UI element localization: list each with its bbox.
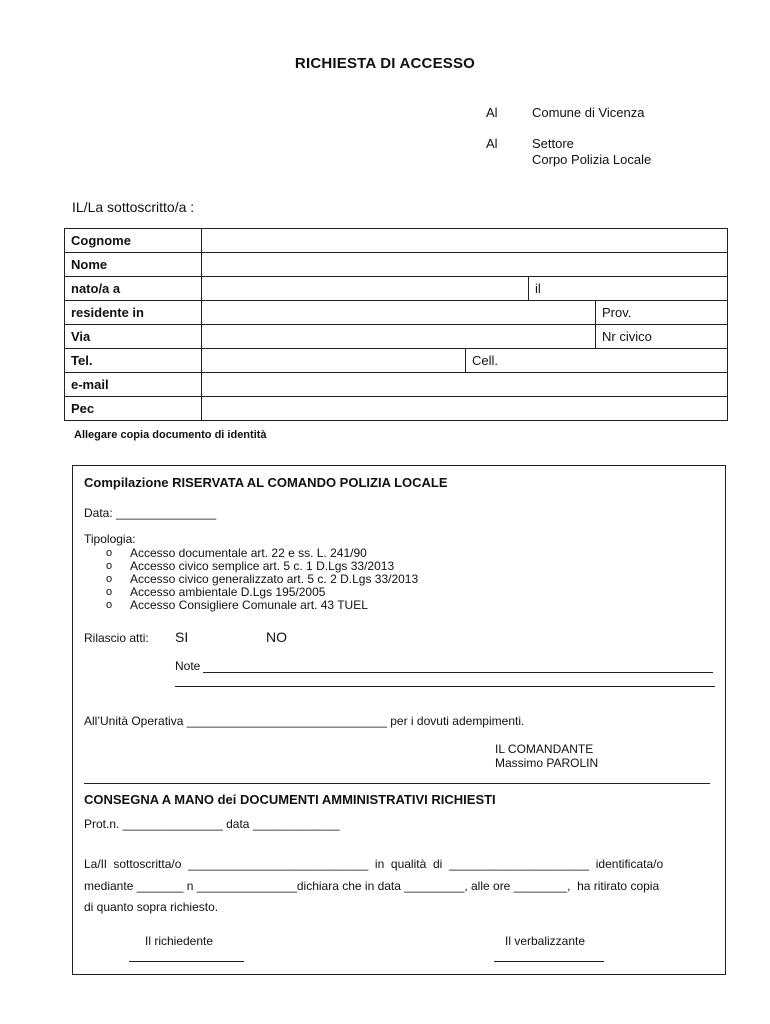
residente-label: residente in bbox=[65, 301, 202, 325]
verbalizzante-signature-line[interactable] bbox=[494, 961, 604, 962]
richiedente-label: Il richiedente bbox=[145, 934, 214, 948]
via-field[interactable] bbox=[202, 325, 596, 349]
nato-label: nato/a a bbox=[65, 277, 202, 301]
unita-line[interactable]: All’Unità Operativa ______________________________ per i dovuti adempimenti. bbox=[84, 714, 525, 728]
il-field[interactable]: il bbox=[529, 277, 728, 301]
addressee-line-2b: Corpo Polizia Locale bbox=[532, 152, 652, 167]
richiedente-signature-line[interactable] bbox=[129, 961, 244, 962]
table-row bbox=[65, 397, 728, 421]
pec-field[interactable] bbox=[202, 397, 728, 421]
allegare-note: Allegare copia documento di identità bbox=[74, 429, 267, 441]
addressee-line-2a: Settore bbox=[532, 136, 574, 151]
tipologia-option[interactable]: o Accesso ambientale D.Lgs 195/2005 bbox=[84, 586, 418, 599]
comandante-title: IL COMANDANTE bbox=[495, 742, 594, 756]
prov-field[interactable]: Prov. bbox=[596, 301, 728, 325]
table-row bbox=[65, 253, 728, 277]
nato-field[interactable] bbox=[202, 277, 529, 301]
nome-field[interactable] bbox=[202, 253, 728, 277]
reserved-heading: Compilazione RISERVATA AL COMANDO POLIZIA LOCALE bbox=[84, 475, 448, 490]
comandante-name: Massimo PAROLIN bbox=[495, 756, 599, 770]
prot-line[interactable]: Prot.n. _______________ data _____________ bbox=[84, 817, 340, 831]
consegna-line-3: di quanto sopra richiesto. bbox=[84, 900, 219, 914]
via-label: Via bbox=[65, 325, 202, 349]
note-label: Note bbox=[175, 659, 201, 673]
data-line[interactable]: Data: _______________ bbox=[84, 506, 217, 520]
intro-text: IL/La sottoscritto/a : bbox=[72, 199, 195, 215]
table-row bbox=[65, 373, 728, 397]
tel-label: Tel. bbox=[65, 349, 202, 373]
table-row bbox=[65, 349, 728, 373]
residente-field[interactable] bbox=[202, 301, 596, 325]
consegna-heading: CONSEGNA A MANO dei DOCUMENTI AMMINISTRATIVI RICHIESTI bbox=[84, 792, 496, 807]
note-line-2[interactable] bbox=[175, 686, 715, 687]
tel-field[interactable] bbox=[202, 349, 466, 373]
no-option[interactable]: NO bbox=[266, 629, 287, 645]
addressee-prefix-2: Al bbox=[486, 136, 498, 151]
cell-field[interactable]: Cell. bbox=[466, 349, 728, 373]
consegna-line-1[interactable]: La/Il sottoscritta/o ___________________________ in qualità di _____________________ identificata/o bbox=[84, 857, 664, 871]
table-row bbox=[65, 325, 728, 349]
note-line-1[interactable] bbox=[203, 672, 713, 673]
tipologia-option[interactable]: o Accesso documentale art. 22 e ss. L. 241/90 bbox=[84, 547, 418, 560]
addressee-line-1: Comune di Vicenza bbox=[532, 105, 645, 120]
pec-label: Pec bbox=[65, 397, 202, 421]
table-row bbox=[65, 301, 728, 325]
table-row bbox=[65, 229, 728, 253]
tipologia-option[interactable]: o Accesso civico semplice art. 5 c. 1 D.Lgs 33/2013 bbox=[84, 560, 418, 573]
page-title: RICHIESTA DI ACCESSO bbox=[294, 55, 476, 72]
si-option[interactable]: SI bbox=[175, 629, 189, 645]
verbalizzante-label: Il verbalizzante bbox=[505, 934, 586, 948]
section-divider bbox=[84, 783, 710, 784]
rilascio-label: Rilascio atti: bbox=[84, 631, 149, 645]
consegna-line-2[interactable]: mediante _______ n _______________dichiara che in data _________, alle ore ________, ha ritirato copia bbox=[84, 879, 660, 893]
nr-civico-field[interactable]: Nr civico bbox=[596, 325, 728, 349]
email-field[interactable] bbox=[202, 373, 728, 397]
cognome-label: Cognome bbox=[65, 229, 202, 253]
addressee-prefix-1: Al bbox=[486, 105, 498, 120]
tipologia-option[interactable]: o Accesso civico generalizzato art. 5 c. 2 D.Lgs 33/2013 bbox=[84, 573, 418, 586]
tipologia-option[interactable]: o Accesso Consigliere Comunale art. 43 TUEL bbox=[84, 599, 418, 612]
tipologia-label: Tipologia: bbox=[84, 532, 136, 546]
email-label: e-mail bbox=[65, 373, 202, 397]
reserved-section bbox=[72, 465, 726, 975]
nome-label: Nome bbox=[65, 253, 202, 277]
tipologia-list bbox=[84, 547, 418, 612]
table-row bbox=[65, 277, 728, 301]
personal-data-table bbox=[64, 228, 728, 421]
cognome-field[interactable] bbox=[202, 229, 728, 253]
